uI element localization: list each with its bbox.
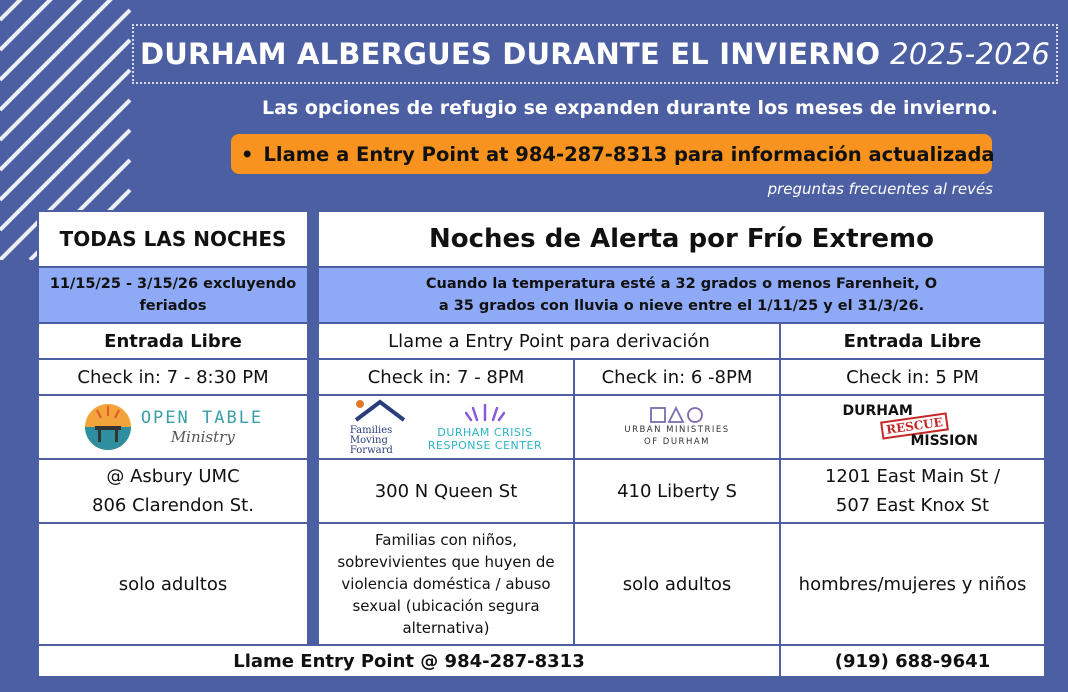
open-table-name: OPEN TABLE [140,408,264,428]
who-2-line2: sobrevivientes que huyen de [337,553,555,571]
alert-conditions [319,268,1044,322]
entry-free-rescue: Entrada Libre [781,324,1044,358]
drm-line2: RESCUE [880,412,949,439]
house-icon [350,398,410,422]
faq-note: preguntas frecuentes al revés [767,180,993,198]
urban-ministries-icon [649,406,705,424]
address-open-table [39,460,307,522]
page-title [132,24,1058,84]
address-1-line2: 806 Clarendon St. [92,495,254,516]
who-2-line5: alternativa) [402,619,490,637]
rescue-mission-logo [781,396,1044,458]
crisis-logos [319,396,573,458]
open-table-logo [39,396,307,458]
header-extreme-cold: Noches de Alerta por Frío Extremo [319,212,1044,266]
who-crisis [319,524,573,644]
open-table-icon [83,402,133,452]
dcr-line1: DURHAM CRISIS [437,426,533,439]
every-night-dates: 11/15/25 - 3/15/26 excluyendo feriados [39,268,307,322]
fmf-line2: Moving [349,435,388,446]
entry-free-every-night: Entrada Libre [39,324,307,358]
address-4-line1: 1201 East Main St / [824,466,1001,487]
drm-line3: MISSION [910,433,979,449]
alert-conditions-line1: Cuando la temperatura esté a 32 grados o menos Farenheit, O [425,276,938,292]
title-year: 2025-2026 [890,37,1051,71]
umd-line2: OF DURHAM [644,437,710,447]
open-table-sub: Ministry [170,428,235,446]
families-moving-forward-logo [350,398,410,456]
dcr-line2: RESPONSE CENTER [427,439,543,452]
fmf-line3: Forward [349,445,393,456]
alert-conditions-line2: a 35 grados con lluvia o nieve entre el 1/11/25 y el 31/3/26. [438,298,925,314]
durham-crisis-logo [428,402,542,452]
checkin-rescue: Check in: 5 PM [781,360,1044,394]
who-urban: solo adultos [575,524,779,644]
address-urban: 410 Liberty S [575,460,779,522]
urban-ministries-logo [575,396,779,458]
who-2-line3: violencia doméstica / abuso [341,575,551,593]
address-crisis: 300 N Queen St [319,460,573,522]
callout-bullet: • [241,142,254,166]
who-open-table: solo adultos [39,524,307,644]
entry-point-callout [231,134,995,174]
shelter-table [37,210,1046,678]
checkin-open-table: Check in: 7 - 8:30 PM [39,360,307,394]
checkin-crisis: Check in: 7 - 8PM [319,360,573,394]
who-2-line4: sexual (ubicación segura [352,597,540,615]
drm-line1: DURHAM [842,403,913,419]
who-rescue: hombres/mujeres y niños [781,524,1044,644]
call-for-referral: Llame a Entry Point para derivación [319,324,779,358]
footer-entry-point: Llame Entry Point @ 984-287-8313 [39,646,779,676]
footer-rescue-phone: (919) 688-9641 [781,646,1044,676]
who-2-line1: Familias con niños, [375,531,517,549]
subtitle: Las opciones de refugio se expanden durante los meses de invierno. [262,97,998,119]
address-1-line1: @ Asbury UMC [106,466,240,487]
fmf-line1: Families [349,425,393,436]
callout-text: Llame a Entry Point at 984-287-8313 para información actualizada [263,142,995,166]
address-4-line2: 507 East Knox St [835,495,990,516]
header-every-night: TODAS LAS NOCHES [39,212,307,266]
umd-line1: URBAN MINISTRIES [624,425,730,435]
sunrise-icon [465,402,505,422]
title-text: DURHAM ALBERGUES DURANTE EL INVIERNO [139,37,881,71]
checkin-urban: Check in: 6 -8PM [575,360,779,394]
address-rescue [781,460,1044,522]
